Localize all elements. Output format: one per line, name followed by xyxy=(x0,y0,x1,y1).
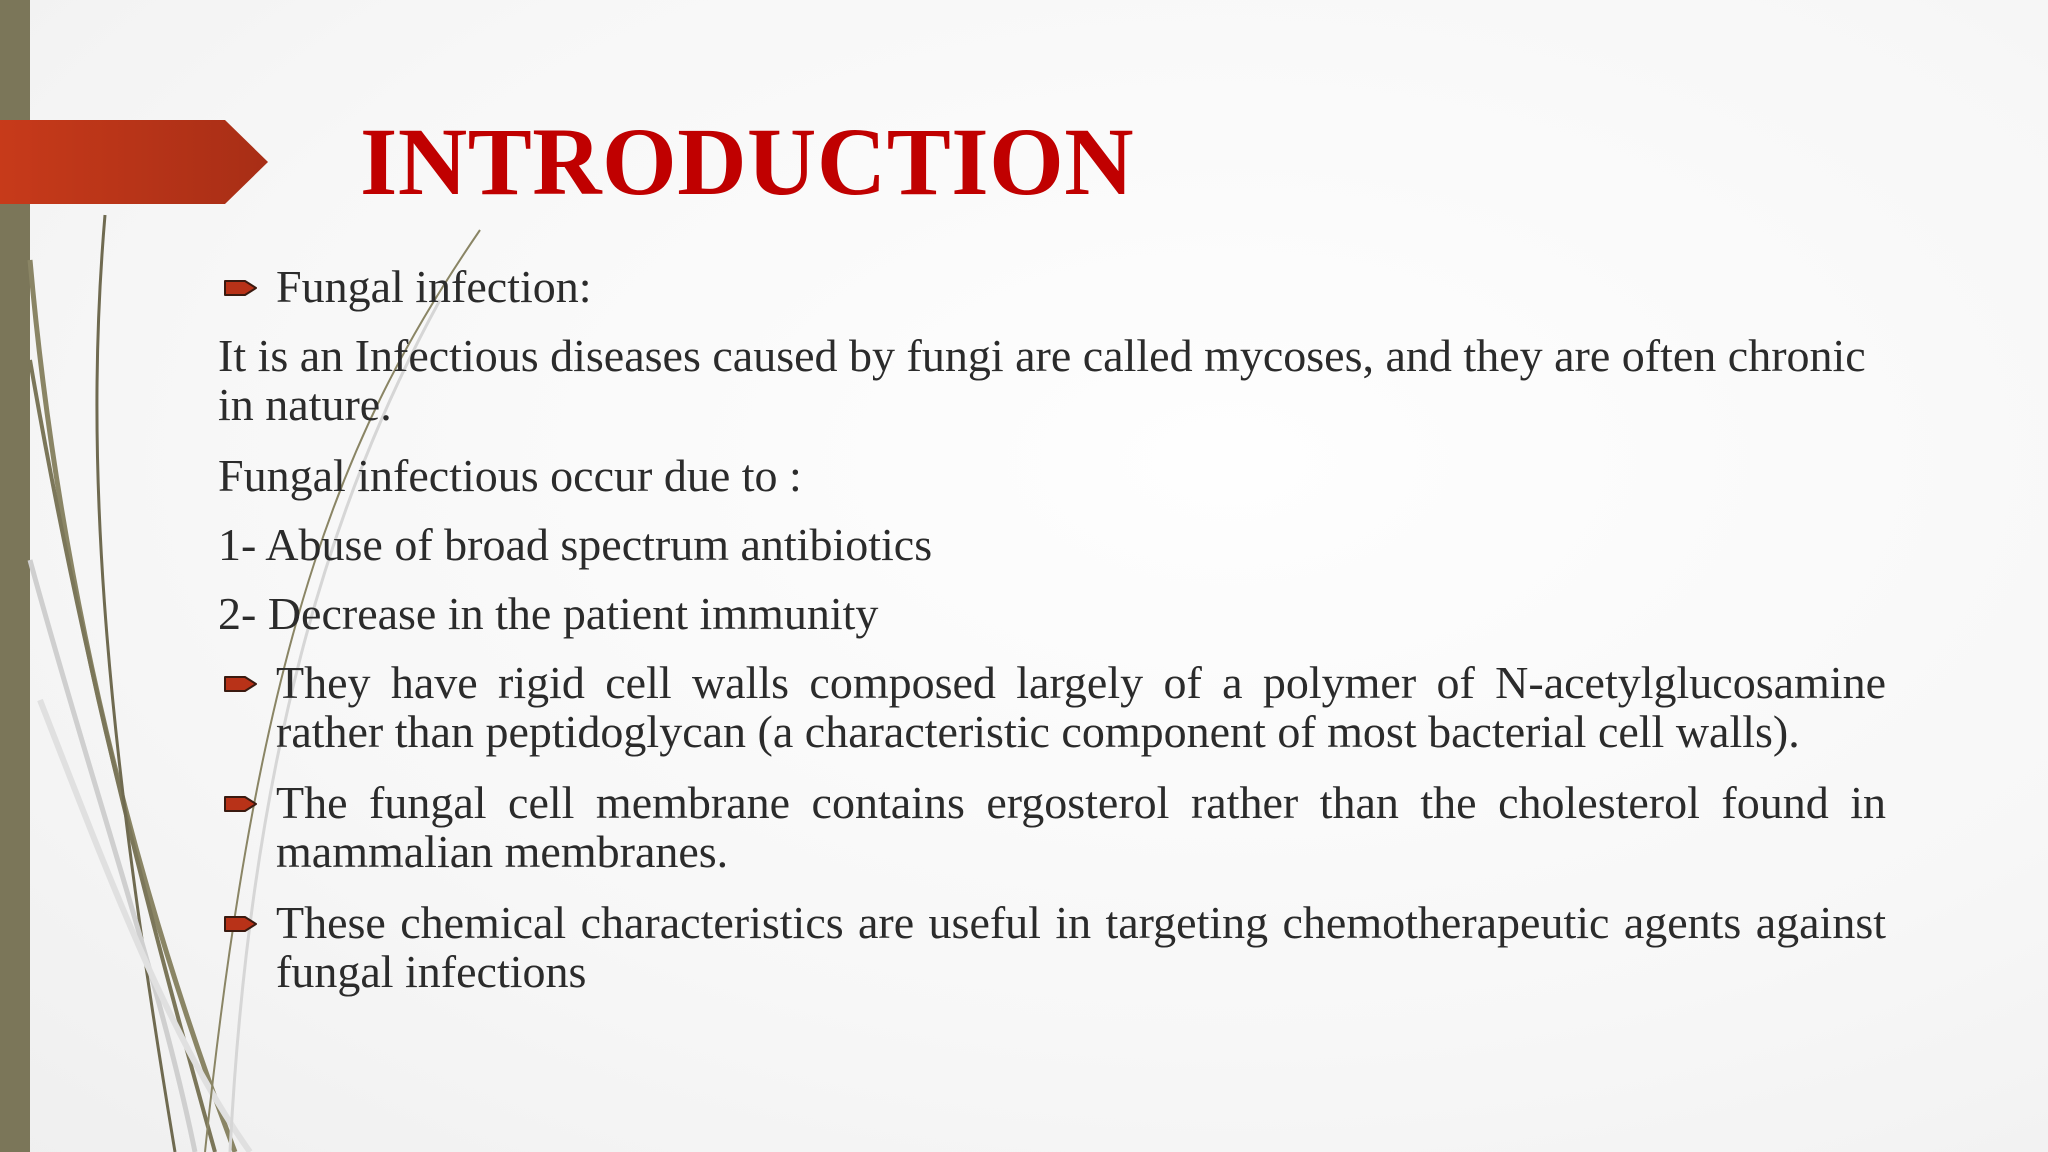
slide-title: INTRODUCTION xyxy=(360,108,1135,215)
slide-content xyxy=(218,262,1886,996)
causes-heading: Fungal infectious occur due to : xyxy=(218,450,802,501)
arrow-right-icon xyxy=(222,793,258,815)
title-arrow-shape xyxy=(0,120,268,204)
bullet-text: These chemical characteristics are useful in targeting chemotherapeutic agents against fungal infections xyxy=(276,897,1886,997)
bullet-text: Fungal infection: xyxy=(276,261,592,312)
bullet-text: The fungal cell membrane contains ergosterol rather than the cholesterol found in mammalian membranes. xyxy=(276,777,1886,877)
arrow-right-icon xyxy=(222,277,258,299)
bullet-fungal-infection xyxy=(218,262,1886,311)
bullet-cell-walls xyxy=(218,658,1886,756)
bullet-text: They have rigid cell walls composed largely of a polymer of N-acetylglucosamine rather than peptidoglycan (a characteristic component of most bacterial cell walls). xyxy=(276,657,1886,757)
cause-item-2: 2- Decrease in the patient immunity xyxy=(218,588,879,639)
bullet-cell-membrane xyxy=(218,778,1886,876)
bullet-chemical-characteristics xyxy=(218,898,1886,996)
cause-item-1: 1- Abuse of broad spectrum antibiotics xyxy=(218,519,933,570)
arrow-right-icon xyxy=(222,913,258,935)
arrow-right-icon xyxy=(222,673,258,695)
definition-text: It is an Infectious diseases caused by fungi are called mycoses, and they are often chronic in nature. xyxy=(218,330,1866,430)
